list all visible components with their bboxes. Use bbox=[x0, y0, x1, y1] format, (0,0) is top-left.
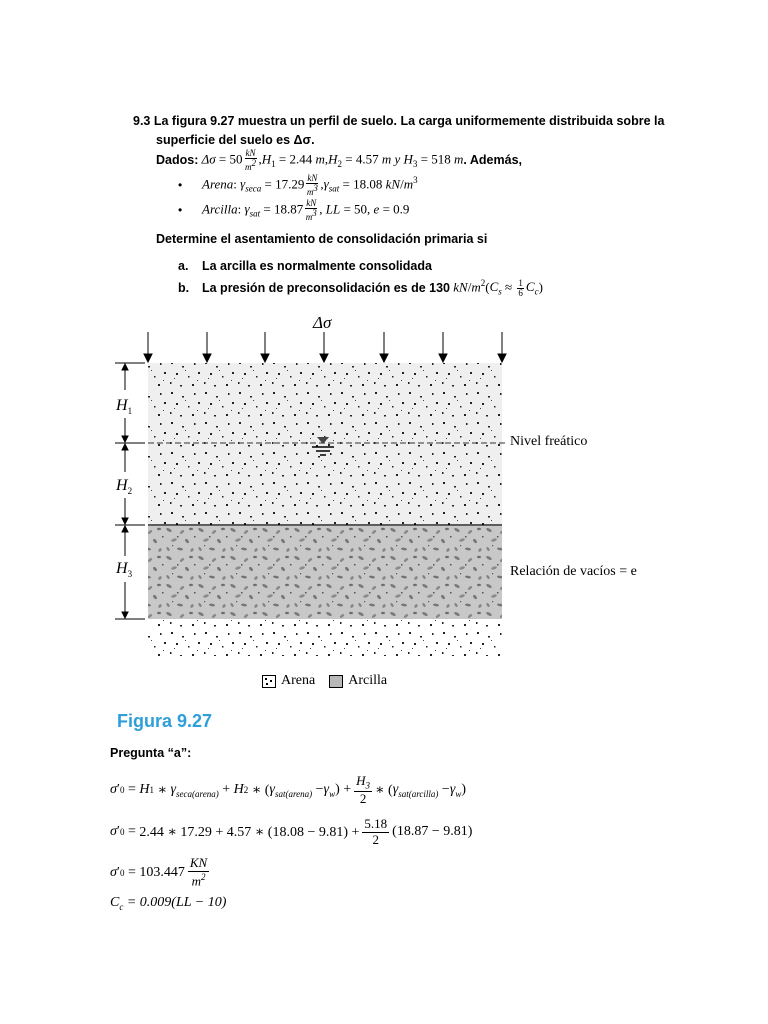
delta-sigma-label: Δσ bbox=[313, 313, 332, 332]
h2-label bbox=[116, 477, 132, 496]
eq2-frac-den: 2 bbox=[372, 831, 380, 847]
dados-label: Dados: bbox=[156, 153, 199, 167]
h2-letter: H bbox=[116, 477, 128, 494]
problem-line-1 bbox=[133, 114, 664, 128]
h1-label bbox=[116, 397, 132, 416]
item-b-text: La presión de preconsolidación es de 130 bbox=[202, 281, 450, 295]
figure-caption: Figura 9.27 bbox=[117, 711, 213, 731]
legend-arcilla: Arcilla bbox=[348, 673, 388, 688]
determine-text: Determine el asentamiento de consolidación primaria si bbox=[156, 232, 488, 246]
equation-2: σ ′ 0 = 2.44 ∗ 17.29 + 4.57 ∗ (18.08 − 9.81) + $\frac{5.18}{2}$ (18.87 − 9.81) bbox=[110, 815, 473, 847]
item-a-text: La arcilla es normalmente consolidada bbox=[202, 259, 432, 273]
eq3-value: = 103.447 bbox=[127, 865, 185, 880]
dados-rest: . Además, bbox=[463, 153, 522, 167]
arena-label: Arena bbox=[202, 175, 234, 191]
problem-number: 9.3 bbox=[133, 114, 151, 128]
bullet-icon: • bbox=[178, 178, 183, 192]
clay-legend-icon bbox=[329, 675, 343, 688]
eq2-tail: (18.87 − 9.81) bbox=[392, 824, 473, 839]
arena-math: Arena: $\gamma_{seca} = 17.29$ $\frac{kN}{m^3}$ $,\gamma_{sat} = 18.08$ $kN/m^3$ bbox=[202, 172, 418, 197]
soil-profile-figure bbox=[100, 330, 660, 700]
figure-legend bbox=[262, 673, 387, 689]
h3-sub: 3 bbox=[127, 569, 133, 580]
arcilla-math: Arcilla: $\gamma_{sat} = 18.87$ $\frac{kN}{m^3}$ , LL = 50, e = 0.9 bbox=[202, 197, 410, 222]
h3-label bbox=[116, 560, 132, 579]
eq2-frac-num: 5.18 bbox=[364, 815, 388, 831]
dados-line bbox=[156, 148, 522, 172]
h1-sub: 1 bbox=[127, 406, 133, 417]
equation-1: σ ′ 0 = H 1 ∗ $\gamma_{seca(arena)}$ + H 2 ∗ ( $\gamma_{sat(arena)}$ − $\gamma_w$ ) + $H_3$ 2 ∗ ( $\gamma_{sat(arcilla)}$ − $\gamma_w$ ) bbox=[110, 772, 467, 806]
item-b-math: $kN/m^2(C_s$ ≈ $\frac{1}{6}$ $C_c$) bbox=[453, 277, 543, 298]
legend-arena: Arena bbox=[281, 673, 316, 688]
h2-sub: 2 bbox=[127, 486, 133, 497]
item-b-label: b. bbox=[178, 281, 190, 295]
dados-math: Δσ = 50 $\frac{kN}{m^2}$ $,H_1 = 2.44$ $m,H_2 = 4.57$ m y $H_3 = 518$ m bbox=[201, 147, 464, 172]
problem-text-1: La figura 9.27 muestra un perfil de suelo. La carga uniformemente distribuida sobre la bbox=[153, 114, 665, 128]
sand-legend-icon bbox=[262, 675, 276, 688]
equation-3: σ ′ 0 = 103.447 KN $m^2$ bbox=[110, 855, 208, 889]
arena-bullet bbox=[178, 173, 418, 197]
nivel-freatico-label: Nivel freático bbox=[510, 434, 588, 449]
arcilla-bullet bbox=[178, 198, 409, 222]
load-arrows bbox=[144, 332, 506, 362]
eq2-value: 2.44 ∗ 17.29 + 4.57 ∗ (18.08 − 9.81) + bbox=[139, 824, 360, 840]
h1-letter: H bbox=[116, 397, 128, 414]
h3-letter: H bbox=[116, 560, 128, 577]
problem-line-2: superficie del suelo es Δσ. bbox=[156, 133, 315, 147]
item-a-label: a. bbox=[178, 259, 189, 273]
relacion-vacios-label: Relación de vacíos = e bbox=[510, 564, 637, 579]
bullet-icon: • bbox=[178, 203, 183, 217]
arcilla-label: Arcilla bbox=[202, 200, 238, 216]
equation-4: $C_c$ = 0.009(LL − 10) bbox=[110, 894, 227, 912]
eq4-value: = 0.009(LL − 10) bbox=[126, 895, 227, 910]
pregunta-heading: Pregunta “a”: bbox=[110, 746, 192, 760]
item-b bbox=[178, 276, 543, 300]
